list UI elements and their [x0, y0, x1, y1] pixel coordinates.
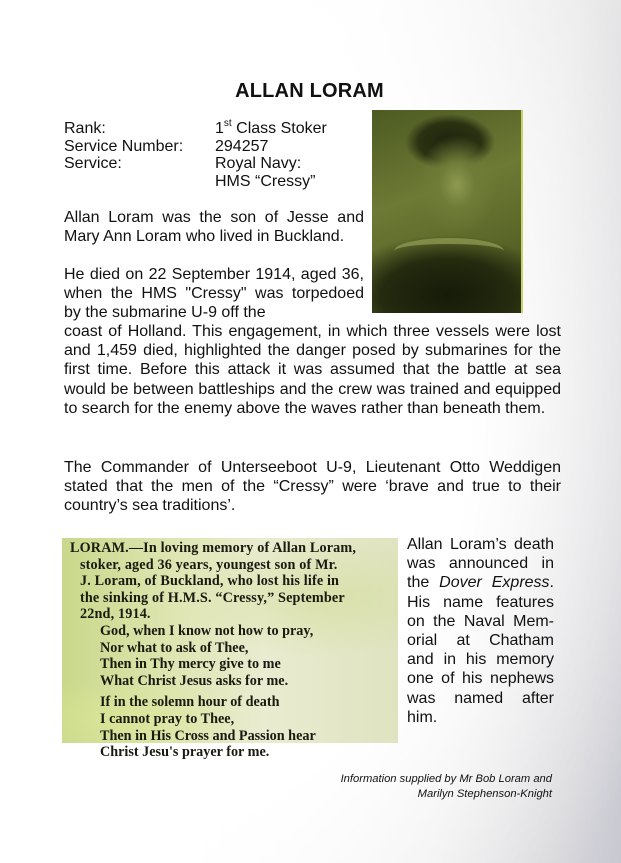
verse-line: Then in His Cross and Passion hear: [100, 727, 316, 744]
credit: [300, 772, 552, 801]
verse-line: God, when I know not how to pray,: [100, 622, 314, 639]
service-number-row: [64, 138, 327, 156]
rank-ordinal: 1: [215, 120, 224, 137]
credit-line-1: Information supplied by Mr Bob Loram and: [340, 773, 552, 785]
service-details: [64, 117, 327, 190]
side-note-text-start: Allan Loram’s death was announced in the: [407, 536, 554, 592]
photo-collar-detail: [394, 238, 504, 264]
verse-line: I cannot pray to Thee,: [100, 710, 235, 727]
verse-line: What Christ Jesus asks for me.: [100, 672, 289, 689]
service-number-label: Service Number:: [64, 137, 184, 155]
service-value: [215, 155, 315, 190]
clipping-notice-line: LORAM.—In loving memory of Allan Loram,: [70, 540, 357, 556]
clipping-verse-2: [70, 694, 392, 760]
portrait-photo: [372, 110, 523, 313]
clipping-notice-line: J. Loram, of Buckland, who lost his life in: [80, 573, 340, 590]
rank-row: [64, 117, 327, 138]
service-value-line1: Royal Navy:: [215, 155, 302, 172]
rank-text: Class Stoker: [231, 120, 327, 137]
verse-line: Christ Jesu's prayer for me.: [100, 744, 270, 761]
service-value-line2: HMS “Cressy”: [215, 172, 316, 190]
clipping-notice: [70, 540, 392, 623]
rank-ordinal-suffix: st: [223, 117, 232, 129]
paragraph-family: Allan Loram was the son of Jesse and Mary Ann Loram who lived in Buckland.: [64, 209, 364, 246]
verse-line: Then in Thy mercy give to me: [100, 656, 281, 673]
clipping-verse-1: [70, 623, 392, 689]
paragraph-death-top: He died on 22 September 1914, aged 36, when the HMS "Cressy" was torpedoed by the submarine U-9 off the: [64, 266, 364, 322]
service-label: Service:: [64, 155, 122, 172]
rank-label: Rank:: [64, 120, 106, 137]
page-title-text: ALLAN LORAM: [235, 80, 384, 102]
newspaper-clipping: [62, 538, 398, 761]
credit-line-2: Marilyn Stephenson-Knight: [417, 787, 552, 800]
clipping-notice-line: stoker, aged 36 years, youngest son of Mr.: [80, 556, 338, 573]
side-note: [407, 535, 554, 727]
clipping-notice-line: the sinking of H.M.S. “Cressy,” September: [80, 589, 345, 606]
side-note-text-end: . His name features on the Naval Mem-orial at Chatham and in his memory one of his nephews was named after him.: [407, 574, 554, 726]
rank-value: [215, 117, 327, 138]
paragraph-death-continued: coast of Holland. This engagement, in which three vessels were lost and 1,459 died, highlighted the danger posed by submarines for the first time. Before this attack it was assumed that the battle at sea would be between battleships and the crew was trained and equipped to search for the enemy above the waves rather than beneath them.: [64, 323, 561, 417]
service-row: [64, 155, 327, 190]
verse-line: If in the solemn hour of death: [100, 694, 280, 711]
newspaper-name: Dover Express: [439, 574, 550, 592]
clipping-notice-line: 22nd, 1914.: [80, 606, 151, 623]
paragraph-commander-quote: The Commander of Unterseeboot U-9, Lieutenant Otto Weddigen stated that the men of the “Cressy” were ‘brave and true to their country’s sea traditions’.: [64, 459, 561, 515]
verse-line: Nor what to ask of Thee,: [100, 639, 249, 656]
page-title: [0, 80, 621, 103]
service-number-value: 294257: [215, 137, 269, 155]
